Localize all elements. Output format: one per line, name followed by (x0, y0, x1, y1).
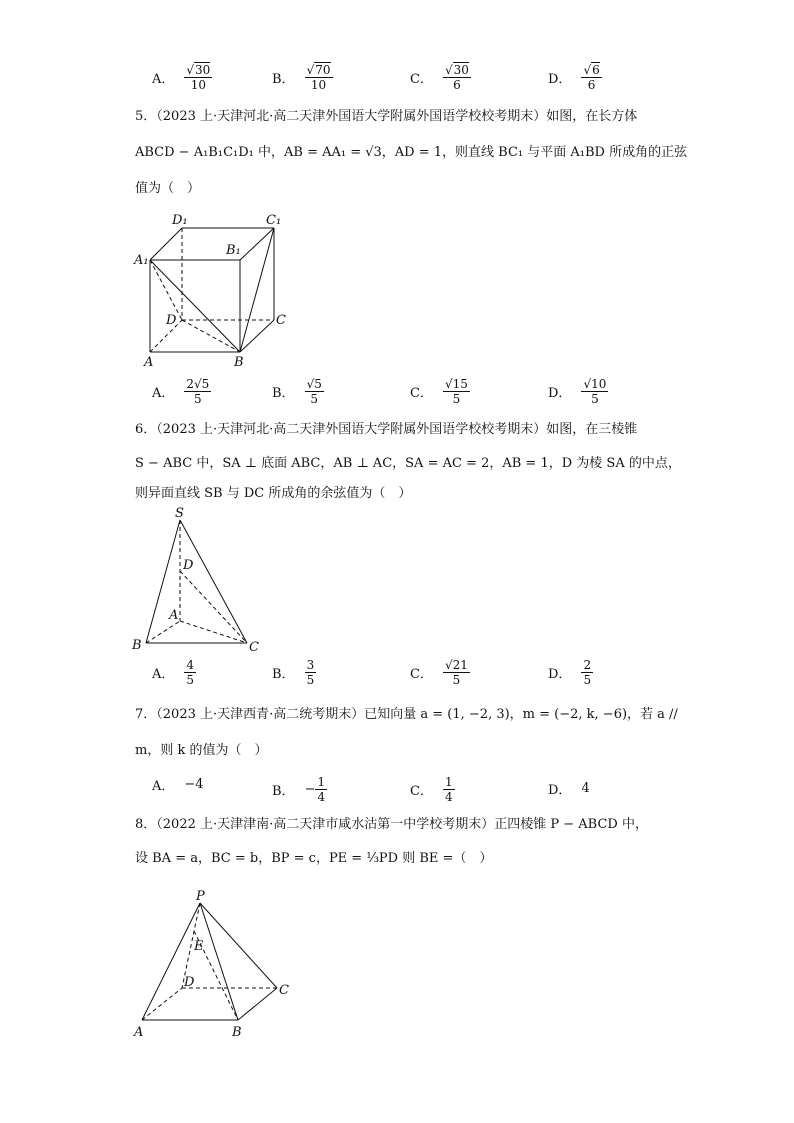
q7-stem-line1: 7．（2023 上·天津西青·高二统考期末）已知向量 a = (1, −2, 3)，m = (−2, k, −6)，若 a // (135, 707, 678, 722)
q5-stem-line3: 值为（ ） (135, 181, 201, 196)
q6-option-b[interactable]: B． $\frac{3}{5}$ (272, 658, 315, 687)
q4-option-a[interactable]: A． $\frac{√30}{10}$ (152, 63, 211, 92)
q7-option-d[interactable]: D． 4 (548, 781, 590, 798)
q7-stem-line2: m，则 k 的值为（ ） (135, 743, 268, 758)
q5-stem-line1: 5．（2023 上·天津河北·高二天津外国语大学附属外国语学校校考期末）如图，在长方体 (135, 109, 638, 124)
label-b: B (232, 1025, 242, 1040)
q4-option-a-label: A． (152, 72, 175, 87)
q6-option-a[interactable]: A． $\frac{4}{5}$ (152, 658, 195, 687)
q7-option-b[interactable]: B． − $\frac{1}{4}$ (272, 775, 326, 804)
label-b: B (132, 638, 142, 653)
q5-option-a[interactable]: A． $\frac{2√5}{5}$ (152, 377, 210, 406)
label-e: E (194, 939, 204, 954)
q4-option-b-label: B． (272, 72, 295, 87)
q6-stem-line2: S − ABC 中，SA ⊥ 底面 ABC，AB ⊥ AC，SA = AC = 2，AB = 1，D 为棱 SA 的中点， (135, 456, 681, 471)
label-d1: D₁ (172, 213, 188, 228)
label-c: C (279, 983, 289, 998)
label-a: A (169, 608, 179, 623)
q5-option-b[interactable]: B． $\frac{√5}{5}$ (272, 377, 322, 406)
q6-tetrahedron-figure (128, 503, 278, 658)
label-c1: C₁ (266, 213, 282, 228)
q4-option-d-label: D． (548, 72, 572, 87)
label-b1: B₁ (226, 243, 241, 258)
q6-stem-line3: 则异面直线 SB 与 DC 所成角的余弦值为（ ） (135, 486, 412, 501)
q6-stem-line1: 6．（2023 上·天津河北·高二天津外国语大学附属外国语学校校考期末）如图，在三棱锥 (135, 422, 638, 437)
q6-option-d[interactable]: D． $\frac{2}{5}$ (548, 658, 592, 687)
q8-stem-line1: 8．（2022 上·天津津南·高二天津市咸水沽第一中学校考期末）正四棱锥 P − ABCD 中， (135, 817, 648, 832)
label-b: B (234, 355, 244, 370)
label-d: D (183, 558, 194, 573)
q4-option-b[interactable]: B． $\frac{√70}{10}$ (272, 63, 331, 92)
q5-stem-line2: ABCD − A₁B₁C₁D₁ 中，AB = AA₁ = √3，AD = 1，则直线 BC₁ 与平面 A₁BD 所成角的正弦 (135, 145, 688, 160)
label-a1: A₁ (134, 253, 149, 268)
label-d: D (166, 313, 177, 328)
q4-option-c[interactable]: C． $\frac{√30}{6}$ (410, 63, 469, 92)
q6-option-c[interactable]: C． $\frac{√21}{5}$ (410, 658, 468, 687)
q5-option-c[interactable]: C． $\frac{√15}{5}$ (410, 377, 468, 406)
label-a: A (134, 1025, 144, 1040)
q4-option-d[interactable]: D． $\frac{√6}{6}$ (548, 63, 600, 92)
label-c: C (249, 640, 259, 655)
q7-option-a[interactable]: A． −4 (152, 777, 204, 794)
label-p: P (196, 889, 205, 904)
label-d: D (184, 975, 195, 990)
q5-option-d[interactable]: D． $\frac{√10}{5}$ (548, 377, 607, 406)
q5-cuboid-figure (130, 210, 300, 370)
q4-option-c-label: C． (410, 72, 433, 87)
q7-option-c[interactable]: C． $\frac{1}{4}$ (410, 775, 453, 804)
label-c: C (276, 313, 286, 328)
label-s: S (175, 506, 184, 521)
q8-stem-line2: 设 BA = a，BC = b，BP = c，PE = ⅓PD 则 BE =（ ） (135, 851, 493, 866)
q8-pyramid-figure (130, 888, 300, 1043)
label-a: A (144, 355, 154, 370)
